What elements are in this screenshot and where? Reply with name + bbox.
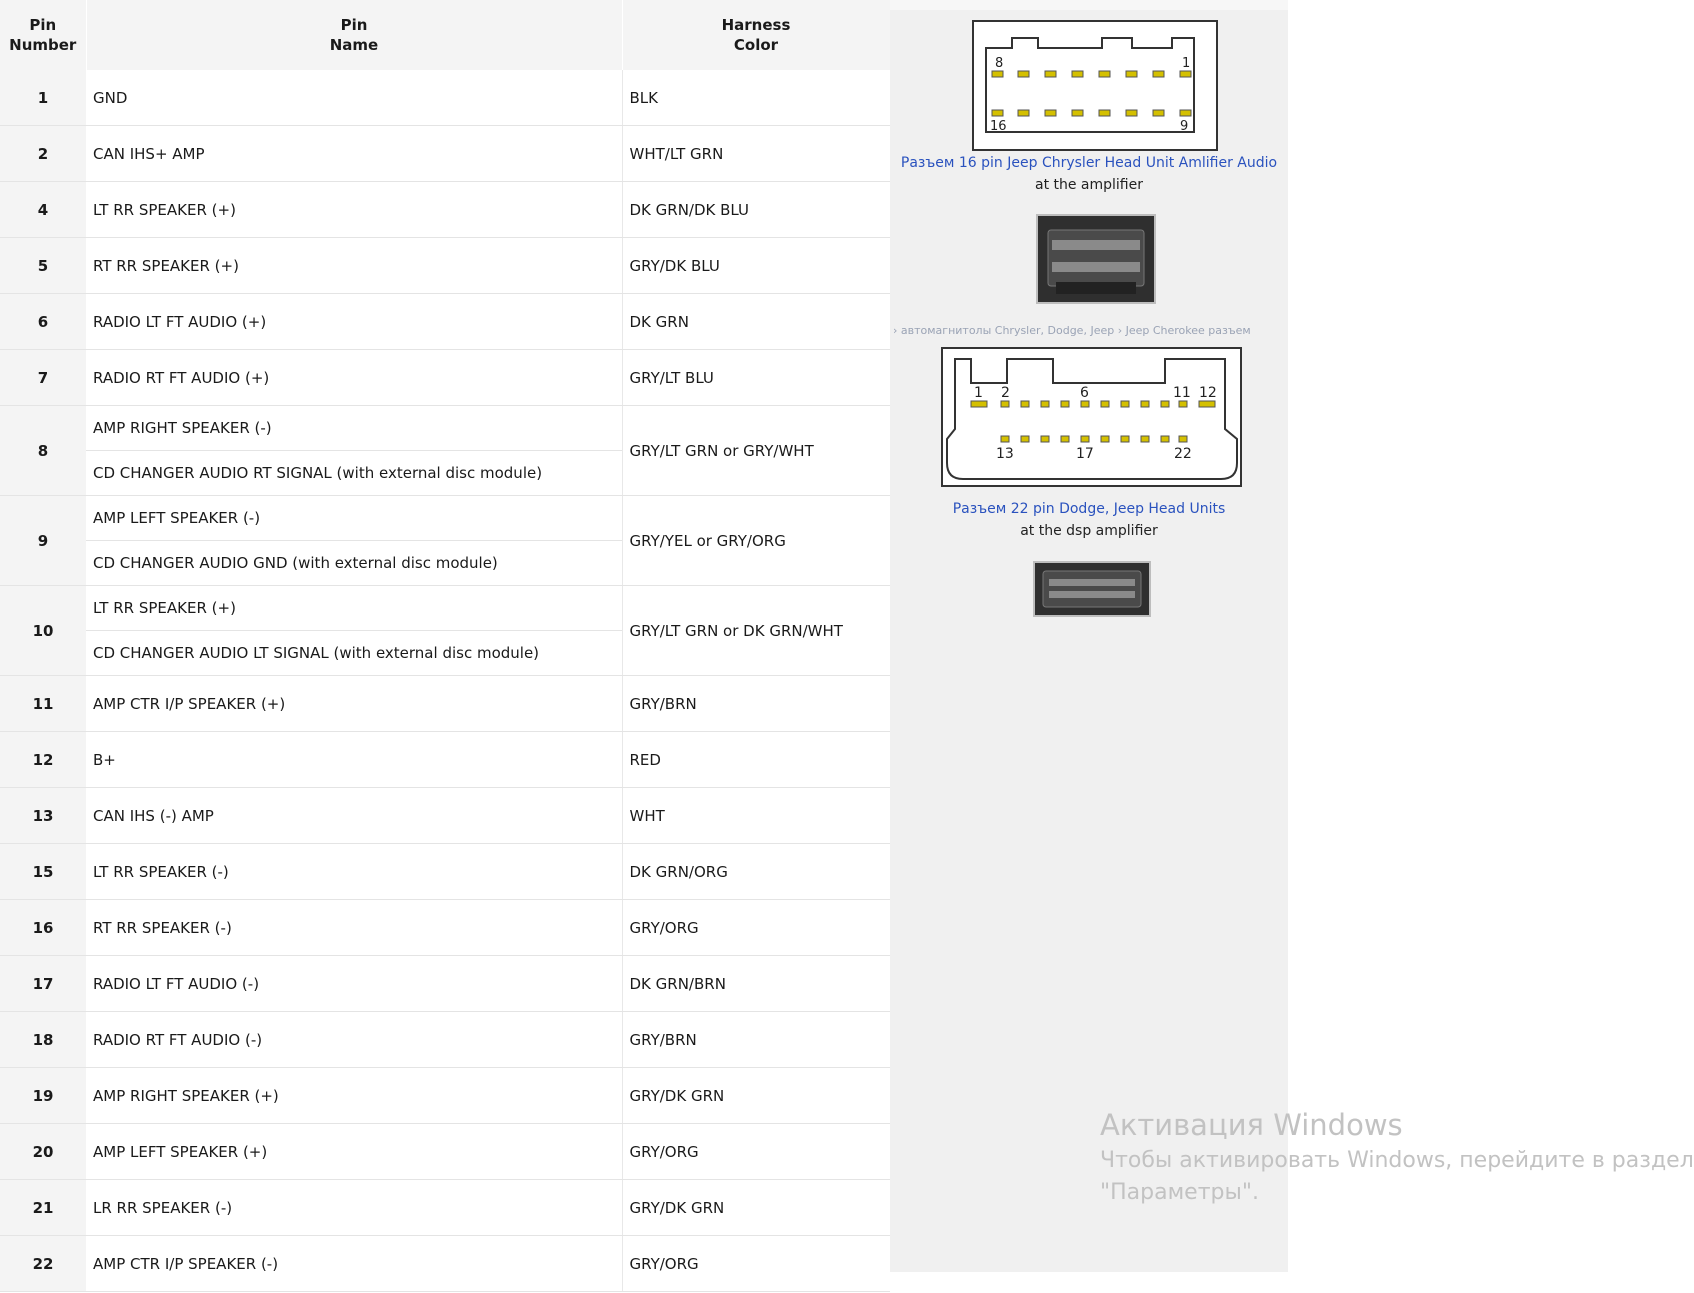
- harness-color-cell: WHT: [622, 788, 890, 844]
- harness-color-cell: BLK: [622, 70, 890, 126]
- watermark-line-1: Активация Windows: [1100, 1108, 1403, 1142]
- harness-color-cell: DK GRN: [622, 294, 890, 350]
- harness-color-cell: GRY/YEL or GRY/ORG: [622, 496, 890, 586]
- table-row: [0, 126, 890, 182]
- table-row: [0, 496, 890, 586]
- pin-name-line: LT RR SPEAKER (+): [93, 599, 236, 617]
- header-harness-color-l1: Harness: [721, 16, 791, 34]
- pin-name-cell: GND: [86, 70, 622, 126]
- table-row: [0, 1012, 890, 1068]
- pin-name-line: AMP LEFT SPEAKER (-): [93, 509, 261, 527]
- c22-label-top-5: 12: [1199, 385, 1217, 401]
- header-harness-color: [622, 0, 890, 70]
- watermark-line-2: Чтобы активировать Windows, перейдите в раздел: [1100, 1148, 1694, 1173]
- pin-number-cell: 4: [0, 182, 86, 238]
- connector-16pin-link[interactable]: Разъем 16 pin Jeep Chrysler Head Unit Amlifier Audio: [900, 155, 1278, 171]
- sidebar-top-strip: [890, 0, 1288, 10]
- pin-name-cell: RT RR SPEAKER (-): [86, 900, 622, 956]
- harness-color-cell: GRY/LT BLU: [622, 350, 890, 406]
- pin-name-cell: B+: [86, 732, 622, 788]
- c22-label-top-1: 1: [974, 385, 983, 401]
- header-pin-name-l2: Name: [329, 36, 379, 54]
- pin-name-cell: RT RR SPEAKER (+): [86, 238, 622, 294]
- table-row: [0, 1180, 890, 1236]
- pin-name-line: AMP RIGHT SPEAKER (-): [93, 419, 272, 437]
- table-row: [0, 1068, 890, 1124]
- pin-number-cell: 9: [0, 496, 86, 586]
- harness-color-cell: GRY/ORG: [622, 1124, 890, 1180]
- pin-number-cell: 7: [0, 350, 86, 406]
- connector-16pin-svg: [972, 20, 1218, 151]
- header-pin-name: [86, 0, 622, 70]
- connector-22pin-diagram[interactable]: [941, 347, 1242, 487]
- harness-color-cell: GRY/DK GRN: [622, 1068, 890, 1124]
- pin-name-cell: AMP CTR I/P SPEAKER (-): [86, 1236, 622, 1292]
- pin-name-cell: AMP LEFT SPEAKER (+): [86, 1124, 622, 1180]
- pin-name-cell: RADIO LT FT AUDIO (+): [86, 294, 622, 350]
- harness-color-cell: GRY/ORG: [622, 900, 890, 956]
- harness-color-cell: DK GRN/DK BLU: [622, 182, 890, 238]
- harness-color-cell: RED: [622, 732, 890, 788]
- pin-number-cell: 2: [0, 126, 86, 182]
- harness-color-cell: GRY/DK BLU: [622, 238, 890, 294]
- c22-label-bottom-3: 22: [1174, 446, 1192, 462]
- table-row: [0, 406, 890, 496]
- harness-color-cell: GRY/BRN: [622, 1012, 890, 1068]
- connector-22pin-photo[interactable]: [1033, 561, 1151, 617]
- breadcrumb[interactable]: › автомагнитолы Chrysler, Dodge, Jeep › Jeep Cherokee разъем: [893, 324, 1251, 337]
- pin-number-cell: 22: [0, 1236, 86, 1292]
- connector-16pin-diagram[interactable]: [972, 20, 1218, 151]
- pin-number-cell: 20: [0, 1124, 86, 1180]
- pin-name-cell: [86, 496, 622, 586]
- pin-name-cell: RADIO LT FT AUDIO (-): [86, 956, 622, 1012]
- table-row: [0, 956, 890, 1012]
- table-row: [0, 70, 890, 126]
- table-row: [0, 294, 890, 350]
- table-row: [0, 182, 890, 238]
- table-row: [0, 788, 890, 844]
- table-row: [0, 350, 890, 406]
- pin-name-cell: RADIO RT FT AUDIO (+): [86, 350, 622, 406]
- c22-label-bottom-2: 17: [1076, 446, 1094, 462]
- pin-name-cell: LT RR SPEAKER (+): [86, 182, 622, 238]
- connector-22pin-link[interactable]: Разъем 22 pin Dodge, Jeep Head Units: [952, 501, 1226, 517]
- pin-number-cell: 8: [0, 406, 86, 496]
- pin-number-cell: 16: [0, 900, 86, 956]
- harness-color-cell: GRY/ORG: [622, 1236, 890, 1292]
- table-row: [0, 586, 890, 676]
- table-row: [0, 732, 890, 788]
- c22-label-top-2: 2: [1001, 385, 1010, 401]
- header-pin-number-l2: Number: [9, 36, 77, 54]
- header-pin-name-l1: Pin: [340, 16, 368, 34]
- connector-16pin-photo[interactable]: [1036, 214, 1156, 304]
- pin-name-line: CD CHANGER AUDIO GND (with external disc module): [86, 540, 622, 585]
- pin-name-cell: RADIO RT FT AUDIO (-): [86, 1012, 622, 1068]
- harness-color-cell: WHT/LT GRN: [622, 126, 890, 182]
- table-row: [0, 238, 890, 294]
- pin-number-cell: 5: [0, 238, 86, 294]
- table-row: [0, 844, 890, 900]
- pin-name-cell: LT RR SPEAKER (-): [86, 844, 622, 900]
- table-row: [0, 1124, 890, 1180]
- table-row: [0, 1236, 890, 1292]
- harness-color-cell: GRY/LT GRN or DK GRN/WHT: [622, 586, 890, 676]
- pin-number-cell: 13: [0, 788, 86, 844]
- pin-name-cell: LR RR SPEAKER (-): [86, 1180, 622, 1236]
- windows-activation-watermark: [1100, 1105, 1694, 1209]
- c22-label-top-3: 6: [1080, 385, 1089, 401]
- c16-label-bottom-right: 9: [1180, 119, 1189, 134]
- pin-number-cell: 11: [0, 676, 86, 732]
- table-row: [0, 676, 890, 732]
- pin-name-line: CD CHANGER AUDIO LT SIGNAL (with external disc module): [86, 630, 622, 675]
- c16-label-bottom-left: 16: [990, 119, 1007, 134]
- connector-22pin-svg: [941, 347, 1242, 487]
- table-header-row: [0, 0, 890, 70]
- pin-number-cell: 1: [0, 70, 86, 126]
- pin-name-cell: CAN IHS (-) AMP: [86, 788, 622, 844]
- harness-color-cell: DK GRN/BRN: [622, 956, 890, 1012]
- pin-number-cell: 19: [0, 1068, 86, 1124]
- pin-number-cell: 15: [0, 844, 86, 900]
- harness-color-cell: GRY/LT GRN or GRY/WHT: [622, 406, 890, 496]
- header-pin-number-l1: Pin: [29, 16, 57, 34]
- pin-number-cell: 10: [0, 586, 86, 676]
- pin-number-cell: 18: [0, 1012, 86, 1068]
- pin-name-cell: [86, 406, 622, 496]
- c22-label-top-4: 11: [1173, 385, 1191, 401]
- connector-22pin-subcaption: at the dsp amplifier: [1020, 523, 1158, 539]
- pin-name-cell: AMP RIGHT SPEAKER (+): [86, 1068, 622, 1124]
- c16-label-top-left: 8: [995, 56, 1004, 71]
- connector-16pin-photo-svg: [1038, 216, 1154, 302]
- connector-16pin-caption: [890, 152, 1288, 196]
- table-row: [0, 900, 890, 956]
- pin-name-cell: CAN IHS+ AMP: [86, 126, 622, 182]
- c16-label-top-right: 1: [1182, 56, 1191, 71]
- pin-number-cell: 12: [0, 732, 86, 788]
- pin-name-line: CD CHANGER AUDIO RT SIGNAL (with external disc module): [86, 450, 622, 495]
- pin-number-cell: 6: [0, 294, 86, 350]
- table-body: [0, 70, 890, 1292]
- header-harness-color-l2: Color: [733, 36, 779, 54]
- connector-22pin-photo-svg: [1035, 563, 1149, 615]
- pin-name-cell: AMP CTR I/P SPEAKER (+): [86, 676, 622, 732]
- pin-number-cell: 21: [0, 1180, 86, 1236]
- connector-22pin-caption: [890, 498, 1288, 542]
- connector-16pin-subcaption: at the amplifier: [1034, 177, 1143, 193]
- c22-label-bottom-1: 13: [996, 446, 1014, 462]
- header-pin-number: [0, 0, 86, 70]
- harness-color-cell: GRY/DK GRN: [622, 1180, 890, 1236]
- watermark-line-3: "Параметры".: [1100, 1180, 1259, 1205]
- pin-number-cell: 17: [0, 956, 86, 1012]
- pin-name-cell: [86, 586, 622, 676]
- harness-color-cell: GRY/BRN: [622, 676, 890, 732]
- harness-color-cell: DK GRN/ORG: [622, 844, 890, 900]
